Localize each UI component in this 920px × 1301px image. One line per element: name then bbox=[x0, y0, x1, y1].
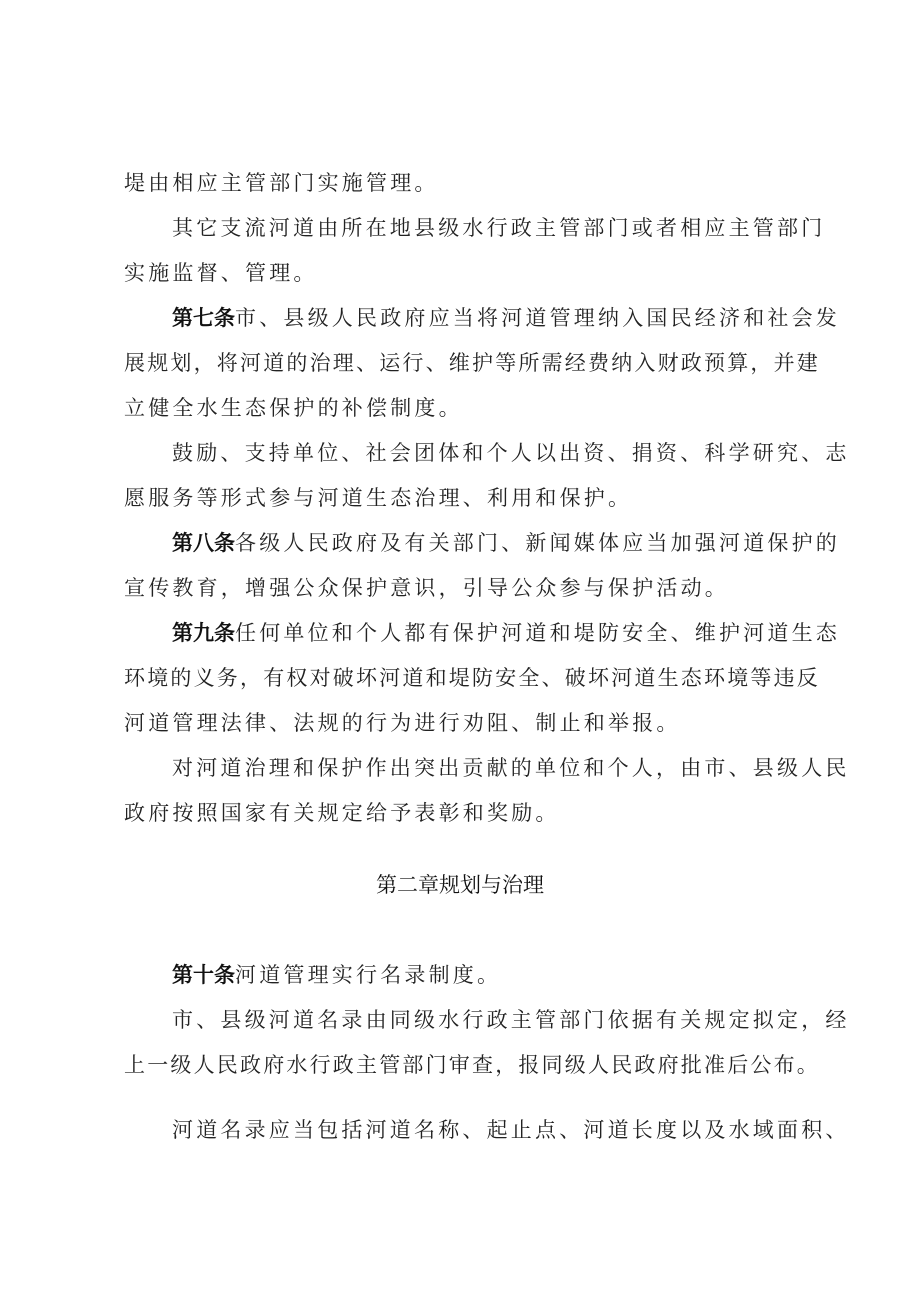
line-text: 河道名录应当包括河道名称、起止点、河道长度以及水域面积、 bbox=[172, 1118, 850, 1142]
paragraph-line bbox=[124, 168, 814, 198]
line-text: 河道管理法律、法规的行为进行劝阻、制止和举报。 bbox=[124, 711, 681, 735]
paragraph-line bbox=[172, 213, 826, 243]
line-text: 政府按照国家有关规定给予表彰和奖励。 bbox=[124, 801, 560, 825]
line-text: 市、县级人民政府应当将河道管理纳入国民经济和社会发 bbox=[235, 306, 840, 330]
paragraph-line bbox=[172, 1005, 850, 1035]
paragraph-line bbox=[172, 438, 850, 468]
line-text: 实施监督、管理。 bbox=[124, 261, 318, 285]
article-label: 第七条 bbox=[172, 306, 235, 330]
paragraph-line bbox=[124, 393, 814, 423]
article-label: 第八条 bbox=[172, 531, 235, 555]
paragraph-line bbox=[124, 708, 814, 738]
line-text: 对河道治理和保护作出突出贡献的单位和个人，由市、县级人民 bbox=[172, 756, 850, 780]
line-text: 其它支流河道由所在地县级水行政主管部门或者相应主管部门 bbox=[172, 216, 826, 240]
line-text: 各级人民政府及有关部门、新闻媒体应当加强河道保护的 bbox=[235, 531, 840, 555]
paragraph-line bbox=[124, 348, 820, 378]
chapter-heading: 第二章规划与治理 bbox=[376, 873, 544, 897]
paragraph-line bbox=[172, 1115, 850, 1145]
paragraph-line bbox=[124, 573, 814, 603]
line-text: 河道管理实行名录制度。 bbox=[235, 963, 502, 987]
article-9-line bbox=[172, 618, 840, 648]
paragraph-line bbox=[124, 258, 814, 288]
paragraph-line bbox=[172, 753, 850, 783]
article-label: 第十条 bbox=[172, 963, 235, 987]
line-text: 堤由相应主管部门实施管理。 bbox=[124, 171, 439, 195]
paragraph-line bbox=[124, 483, 814, 513]
line-text: 愿服务等形式参与河道生态治理、利用和保护。 bbox=[124, 486, 633, 510]
line-text: 宣传教育，增强公众保护意识，引导公众参与保护活动。 bbox=[124, 576, 729, 600]
article-label: 第九条 bbox=[172, 621, 235, 645]
article-7-line bbox=[172, 303, 840, 333]
line-text: 环境的义务，有权对破坏河道和堤防安全、破坏河道生态环境等违反 bbox=[124, 666, 820, 690]
line-text: 上一级人民政府水行政主管部门审查，报同级人民政府批准后公布。 bbox=[124, 1053, 820, 1077]
line-text: 立健全水生态保护的补偿制度。 bbox=[124, 396, 463, 420]
line-text: 任何单位和个人都有保护河道和堤防安全、维护河道生态 bbox=[235, 621, 840, 645]
paragraph-line bbox=[124, 798, 814, 828]
line-text: 展规划，将河道的治理、运行、维护等所需经费纳入财政预算，并建 bbox=[124, 351, 820, 375]
paragraph-line bbox=[124, 663, 820, 693]
article-10-line bbox=[172, 960, 814, 990]
line-text: 市、县级河道名录由同级水行政主管部门依据有关规定拟定，经 bbox=[172, 1008, 850, 1032]
line-text: 鼓励、支持单位、社会团体和个人以出资、捐资、科学研究、志 bbox=[172, 441, 850, 465]
article-8-line bbox=[172, 528, 840, 558]
paragraph-line bbox=[124, 1050, 820, 1080]
